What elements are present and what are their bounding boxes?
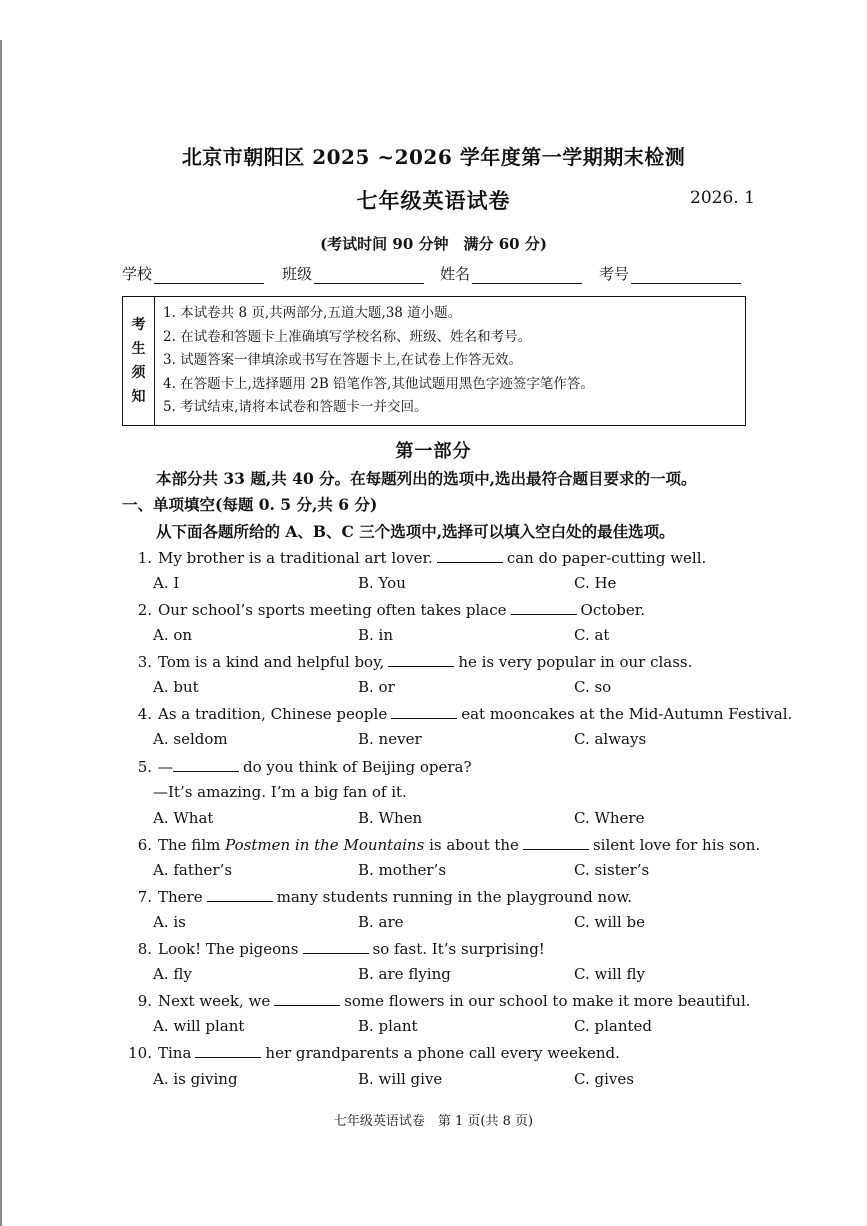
option-b[interactable]: B. You — [358, 574, 406, 592]
option-a[interactable]: A. is giving — [153, 1070, 238, 1088]
answer-blank[interactable] — [173, 757, 239, 772]
options-3 — [153, 678, 753, 698]
option-b[interactable]: B. When — [358, 809, 423, 827]
school-blank[interactable] — [154, 267, 264, 284]
options-9 — [153, 1017, 753, 1037]
notice-side-label: 考 生 须 知 — [123, 297, 155, 425]
answer-blank[interactable] — [207, 887, 273, 902]
film-title: Postmen in the Mountains — [225, 836, 425, 854]
notice-item: 4. 在答题卡上,选择题用 2B 铅笔作答,其他试题用黑色字迹签字笔作答。 — [163, 375, 594, 392]
options-10 — [153, 1070, 753, 1090]
options-8 — [153, 965, 753, 985]
option-b[interactable]: B. mother’s — [358, 861, 447, 879]
option-c[interactable]: C. sister’s — [574, 861, 650, 879]
question-5: 5. — do you think of Beijing opera? — [137, 758, 472, 776]
option-c[interactable]: C. Where — [574, 809, 645, 827]
option-c[interactable]: C. at — [574, 626, 610, 644]
section-title: 一、单项填空(每题 0. 5 分,共 6 分) — [122, 495, 378, 514]
student-info-row — [122, 263, 747, 287]
name-field[interactable] — [440, 263, 582, 284]
option-c[interactable]: C. will fly — [574, 965, 645, 983]
options-7 — [153, 913, 753, 933]
question-10: 10. Tina her grandparents a phone call every weekend. — [128, 1044, 620, 1062]
options-4 — [153, 730, 753, 750]
notice-item: 3. 试题答案一律填涂或书写在答题卡上,在试卷上作答无效。 — [163, 352, 522, 368]
option-c[interactable]: C. always — [574, 730, 647, 748]
option-b[interactable]: B. are — [358, 913, 404, 931]
question-4: 4. As a tradition, Chinese people eat mooncakes at the Mid-Autumn Festival. — [137, 705, 793, 723]
option-c[interactable]: C. will be — [574, 913, 645, 931]
option-a[interactable]: A. will plant — [153, 1017, 245, 1035]
option-c[interactable]: C. planted — [574, 1017, 652, 1035]
exam-date: 2026. 1 — [690, 188, 755, 208]
class-label: 班级 — [282, 265, 313, 283]
answer-blank[interactable] — [274, 991, 340, 1006]
option-b[interactable]: B. are flying — [358, 965, 451, 983]
question-7: 7. There many students running in the playground now. — [137, 888, 633, 906]
option-b[interactable]: B. will give — [358, 1070, 443, 1088]
answer-blank[interactable] — [511, 600, 577, 615]
answer-blank[interactable] — [303, 939, 369, 954]
part-description: 本部分共 33 题,共 40 分。在每题列出的选项中,选出最符合题目要求的一项。 — [156, 469, 697, 488]
school-field[interactable] — [122, 263, 264, 284]
option-b[interactable]: B. plant — [358, 1017, 418, 1035]
option-c[interactable]: C. He — [574, 574, 617, 592]
class-field[interactable] — [282, 263, 424, 284]
option-c[interactable]: C. so — [574, 678, 612, 696]
exam-no-blank[interactable] — [631, 267, 741, 284]
exam-no-label: 考号 — [599, 265, 630, 283]
answer-blank[interactable] — [523, 835, 589, 850]
option-a[interactable]: A. I — [153, 574, 180, 592]
class-blank[interactable] — [314, 267, 424, 284]
question-1: 1. My brother is a traditional art lover. can do paper-cutting well. — [137, 549, 707, 567]
options-1 — [153, 574, 753, 594]
part-title: 第一部分 — [395, 441, 472, 462]
option-b[interactable]: B. in — [358, 626, 394, 644]
question-5-reply: —It’s amazing. I’m a big fan of it. — [153, 783, 407, 801]
option-b[interactable]: B. or — [358, 678, 395, 696]
name-blank[interactable] — [472, 267, 582, 284]
option-a[interactable]: A. fly — [153, 965, 192, 983]
question-2: 2. Our school’s sports meeting often takes place October. — [137, 601, 646, 619]
option-a[interactable]: A. is — [153, 913, 186, 931]
options-2 — [153, 626, 753, 646]
notice-item: 5. 考试结束,请将本试卷和答题卡一并交回。 — [163, 399, 428, 415]
exam-no-field[interactable] — [599, 263, 741, 284]
option-b[interactable]: B. never — [358, 730, 422, 748]
option-a[interactable]: A. on — [153, 626, 193, 644]
notice-item: 1. 本试卷共 8 页,共两部分,五道大题,38 道小题。 — [163, 305, 462, 321]
answer-blank[interactable] — [391, 704, 457, 719]
section-instruction: 从下面各题所给的 A、B、C 三个选项中,选择可以填入空白处的最佳选项。 — [156, 522, 675, 541]
exam-time-note: (考试时间 90 分钟 满分 60 分) — [320, 235, 547, 253]
option-c[interactable]: C. gives — [574, 1070, 634, 1088]
school-label: 学校 — [122, 265, 153, 283]
options-6 — [153, 861, 753, 881]
name-label: 姓名 — [440, 265, 471, 283]
question-9: 9. Next week, we some flowers in our school to make it more beautiful. — [137, 992, 751, 1010]
question-6: 6. The film Postmen in the Mountains is about the silent love for his son. — [137, 836, 761, 854]
question-3: 3. Tom is a kind and helpful boy, he is very popular in our class. — [137, 653, 693, 671]
answer-blank[interactable] — [437, 548, 503, 563]
options-5 — [153, 809, 753, 829]
page-edge-line — [0, 40, 2, 1226]
answer-blank[interactable] — [195, 1043, 261, 1058]
answer-blank[interactable] — [388, 652, 454, 667]
option-a[interactable]: A. What — [153, 809, 214, 827]
exam-subtitle: 七年级英语试卷 — [356, 188, 511, 213]
page-footer: 七年级英语试卷 第 1 页(共 8 页) — [333, 1114, 534, 1129]
candidate-notice-box — [122, 296, 746, 426]
option-a[interactable]: A. seldom — [153, 730, 228, 748]
option-a[interactable]: A. but — [153, 678, 199, 696]
notice-list — [163, 302, 594, 420]
notice-item: 2. 在试卷和答题卡上准确填写学校名称、班级、姓名和考号。 — [163, 328, 532, 345]
question-8: 8. Look! The pigeons so fast. It’s surprising! — [137, 940, 545, 958]
exam-title: 北京市朝阳区 2025 ~2026 学年度第一学期期末检测 — [181, 145, 686, 169]
option-a[interactable]: A. father’s — [153, 861, 233, 879]
